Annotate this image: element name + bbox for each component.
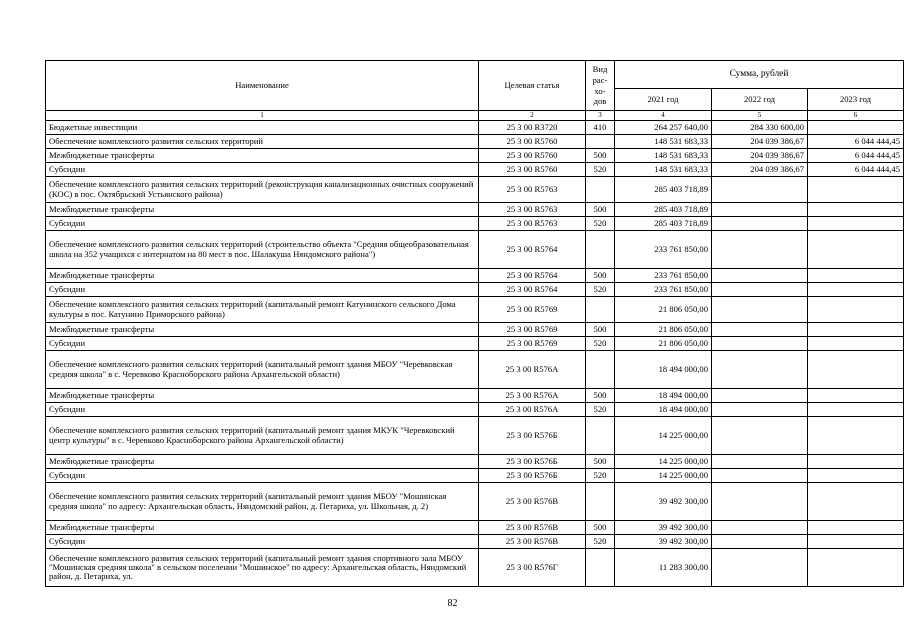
row-amount-2023 (808, 549, 904, 587)
row-name: Обеспечение комплексного развития сельских территорий (реконструкция канализационных очистных сооружений (КОС) в пос. Октябрьский Устьянского района) (46, 177, 479, 203)
table-row (46, 469, 904, 483)
row-expense-type: 500 (586, 521, 615, 535)
column-number-row (46, 111, 904, 121)
row-amount-2022 (712, 283, 808, 297)
row-target-article: 25 3 00 R5763 (479, 203, 586, 217)
row-expense-type (586, 351, 615, 389)
row-target-article: 25 3 00 R3720 (479, 121, 586, 135)
row-name: Субсидии (46, 469, 479, 483)
row-name: Межбюджетные трансферты (46, 389, 479, 403)
row-amount-2023 (808, 351, 904, 389)
header-expense-type-line: хо- (594, 85, 606, 96)
row-amount-2021: 148 531 683,33 (615, 135, 712, 149)
row-amount-2023 (808, 323, 904, 337)
row-amount-2023: 6 044 444,45 (808, 163, 904, 177)
row-amount-2023 (808, 217, 904, 231)
row-amount-2021: 14 225 000,00 (615, 417, 712, 455)
header-name: Наименование (46, 61, 479, 111)
row-amount-2021: 14 225 000,00 (615, 455, 712, 469)
row-amount-2023 (808, 231, 904, 269)
row-expense-type (586, 231, 615, 269)
row-amount-2022 (712, 469, 808, 483)
row-amount-2023 (808, 455, 904, 469)
header-expense-type-line: рас- (592, 74, 608, 85)
table-row (46, 217, 904, 231)
row-target-article: 25 3 00 R5769 (479, 297, 586, 323)
row-expense-type: 500 (586, 323, 615, 337)
row-amount-2023 (808, 483, 904, 521)
row-amount-2021: 233 761 850,00 (615, 283, 712, 297)
row-expense-type (586, 549, 615, 587)
row-expense-type: 520 (586, 403, 615, 417)
row-amount-2022: 284 330 600,00 (712, 121, 808, 135)
row-name: Межбюджетные трансферты (46, 203, 479, 217)
column-number: 4 (615, 111, 712, 121)
column-number: 3 (586, 111, 615, 121)
row-amount-2021: 285 403 718,89 (615, 217, 712, 231)
row-target-article: 25 3 00 R5769 (479, 323, 586, 337)
table-row (46, 389, 904, 403)
row-amount-2021: 21 806 050,00 (615, 297, 712, 323)
row-target-article: 25 3 00 R576А (479, 403, 586, 417)
row-name: Обеспечение комплексного развития сельских территорий (46, 135, 479, 149)
header-year-2021: 2021 год (615, 89, 712, 111)
row-target-article: 25 3 00 R576Г (479, 549, 586, 587)
row-amount-2022 (712, 203, 808, 217)
row-name: Субсидии (46, 163, 479, 177)
row-target-article: 25 3 00 R576В (479, 521, 586, 535)
row-amount-2022 (712, 521, 808, 535)
table-row (46, 283, 904, 297)
row-expense-type: 500 (586, 149, 615, 163)
row-expense-type: 500 (586, 269, 615, 283)
column-number: 6 (808, 111, 904, 121)
row-target-article: 25 3 00 R576А (479, 389, 586, 403)
row-amount-2022 (712, 323, 808, 337)
row-amount-2022 (712, 483, 808, 521)
row-name: Субсидии (46, 283, 479, 297)
row-amount-2022 (712, 231, 808, 269)
row-amount-2023 (808, 203, 904, 217)
row-name: Субсидии (46, 217, 479, 231)
row-amount-2023 (808, 283, 904, 297)
row-target-article: 25 3 00 R576Б (479, 417, 586, 455)
row-amount-2021: 233 761 850,00 (615, 269, 712, 283)
row-expense-type: 520 (586, 469, 615, 483)
row-expense-type (586, 417, 615, 455)
row-name: Обеспечение комплексного развития сельских территорий (капитальный ремонт здания МБОУ "Мошинская средняя школа" по адресу: Архангельская область, Няндомский район, д. Петариха, ул. Школьная, д. 2) (46, 483, 479, 521)
row-name: Субсидии (46, 535, 479, 549)
row-target-article: 25 3 00 R5763 (479, 177, 586, 203)
row-target-article: 25 3 00 R5760 (479, 149, 586, 163)
column-number: 1 (46, 111, 479, 121)
row-amount-2022 (712, 337, 808, 351)
row-target-article: 25 3 00 R576В (479, 535, 586, 549)
row-amount-2022 (712, 351, 808, 389)
header-expense-type-line: Вид (592, 64, 608, 75)
row-amount-2022: 204 039 386,67 (712, 163, 808, 177)
column-number: 5 (712, 111, 808, 121)
table-row (46, 149, 904, 163)
row-target-article: 25 3 00 R5764 (479, 231, 586, 269)
row-expense-type: 520 (586, 283, 615, 297)
row-amount-2022 (712, 403, 808, 417)
row-amount-2021: 21 806 050,00 (615, 323, 712, 337)
row-amount-2023 (808, 469, 904, 483)
table-row (46, 297, 904, 323)
row-amount-2023 (808, 177, 904, 203)
table-row (46, 135, 904, 149)
row-amount-2021: 285 403 718,89 (615, 177, 712, 203)
table-row (46, 417, 904, 455)
row-amount-2022 (712, 549, 808, 587)
table-row (46, 121, 904, 135)
row-name: Субсидии (46, 403, 479, 417)
row-expense-type: 410 (586, 121, 615, 135)
row-expense-type: 500 (586, 203, 615, 217)
row-amount-2021: 18 494 000,00 (615, 389, 712, 403)
row-expense-type (586, 177, 615, 203)
row-target-article: 25 3 00 R5769 (479, 337, 586, 351)
row-expense-type: 500 (586, 389, 615, 403)
row-amount-2021: 264 257 640,00 (615, 121, 712, 135)
row-amount-2023 (808, 521, 904, 535)
header-year-2023: 2023 год (808, 89, 904, 111)
table-row (46, 231, 904, 269)
table-row (46, 521, 904, 535)
row-amount-2022 (712, 269, 808, 283)
row-amount-2021: 21 806 050,00 (615, 337, 712, 351)
row-amount-2021: 18 494 000,00 (615, 403, 712, 417)
table-row (46, 403, 904, 417)
column-number: 2 (479, 111, 586, 121)
row-amount-2022 (712, 455, 808, 469)
row-target-article: 25 3 00 R5764 (479, 283, 586, 297)
row-amount-2023 (808, 269, 904, 283)
row-amount-2022 (712, 389, 808, 403)
table-row (46, 455, 904, 469)
row-amount-2023 (808, 389, 904, 403)
row-amount-2022 (712, 297, 808, 323)
row-amount-2021: 18 494 000,00 (615, 351, 712, 389)
row-amount-2023: 6 044 444,45 (808, 135, 904, 149)
header-sum: Сумма, рублей (615, 61, 904, 89)
row-name: Межбюджетные трансферты (46, 455, 479, 469)
table-row (46, 177, 904, 203)
table-row (46, 483, 904, 521)
row-amount-2021: 39 492 300,00 (615, 535, 712, 549)
table-row (46, 323, 904, 337)
row-expense-type: 520 (586, 163, 615, 177)
row-name: Межбюджетные трансферты (46, 521, 479, 535)
row-amount-2023 (808, 403, 904, 417)
row-amount-2021: 11 283 300,00 (615, 549, 712, 587)
row-amount-2023 (808, 297, 904, 323)
row-amount-2023: 6 044 444,45 (808, 149, 904, 163)
row-name: Межбюджетные трансферты (46, 149, 479, 163)
row-amount-2021: 39 492 300,00 (615, 521, 712, 535)
row-name: Обеспечение комплексного развития сельских территорий (капитальный ремонт Катунинского сельского Дома культуры в пос. Катунино Приморского района) (46, 297, 479, 323)
table-row (46, 351, 904, 389)
table-row (46, 203, 904, 217)
row-expense-type (586, 483, 615, 521)
row-name: Обеспечение комплексного развития сельских территорий (капитальный ремонт здания МКУК "Черевковский центр культуры" в с. Черевково Красноборского района Архангельской области) (46, 417, 479, 455)
row-expense-type: 520 (586, 217, 615, 231)
row-name: Субсидии (46, 337, 479, 351)
table-row (46, 549, 904, 587)
header-year-2022: 2022 год (712, 89, 808, 111)
table-row (46, 163, 904, 177)
row-target-article: 25 3 00 R576Б (479, 455, 586, 469)
row-target-article: 25 3 00 R5760 (479, 163, 586, 177)
row-name: Обеспечение комплексного развития сельских территорий (капитальный ремонт здания МБОУ "Черевковская средняя школа" в с. Черевково Красноборского района Архангельской области) (46, 351, 479, 389)
row-expense-type (586, 297, 615, 323)
row-amount-2022: 204 039 386,67 (712, 149, 808, 163)
row-amount-2021: 233 761 850,00 (615, 231, 712, 269)
row-name: Обеспечение комплексного развития сельских территорий (строительство объекта "Средняя общеобразовательная школа на 352 учащихся с интернатом на 80 мест в пос. Шалакуша Няндомского района") (46, 231, 479, 269)
row-target-article: 25 3 00 R576В (479, 483, 586, 521)
row-amount-2021: 148 531 683,33 (615, 149, 712, 163)
row-amount-2023 (808, 417, 904, 455)
row-name: Межбюджетные трансферты (46, 269, 479, 283)
row-amount-2022 (712, 417, 808, 455)
table-row (46, 269, 904, 283)
row-expense-type: 500 (586, 455, 615, 469)
row-amount-2023 (808, 535, 904, 549)
row-expense-type: 520 (586, 337, 615, 351)
row-amount-2021: 285 403 718,89 (615, 203, 712, 217)
row-expense-type: 520 (586, 535, 615, 549)
row-amount-2022 (712, 177, 808, 203)
row-target-article: 25 3 00 R576Б (479, 469, 586, 483)
header-target-article: Целевая статья (479, 61, 586, 111)
row-name: Бюджетные инвестиции (46, 121, 479, 135)
row-amount-2021: 14 225 000,00 (615, 469, 712, 483)
budget-table (45, 60, 904, 587)
row-amount-2022 (712, 535, 808, 549)
row-amount-2023 (808, 121, 904, 135)
table-row (46, 535, 904, 549)
page-number: 82 (447, 598, 458, 609)
header-expense-type (586, 61, 615, 111)
row-amount-2022: 204 039 386,67 (712, 135, 808, 149)
header-expense-type-line: дов (593, 96, 607, 107)
row-expense-type (586, 135, 615, 149)
row-amount-2021: 39 492 300,00 (615, 483, 712, 521)
row-amount-2021: 148 531 683,33 (615, 163, 712, 177)
row-target-article: 25 3 00 R5760 (479, 135, 586, 149)
header-row (46, 61, 904, 89)
row-target-article: 25 3 00 R5763 (479, 217, 586, 231)
row-name: Обеспечение комплексного развития сельских территорий (капитальный ремонт здания спортивного зала МБОУ "Мошинская средняя школа" в сельском поселении "Мошинское" по адресу: Архангельская область, Няндомский район, д. Петариха, ул. (46, 549, 479, 587)
row-target-article: 25 3 00 R5764 (479, 269, 586, 283)
row-name: Межбюджетные трансферты (46, 323, 479, 337)
row-target-article: 25 3 00 R576А (479, 351, 586, 389)
row-amount-2023 (808, 337, 904, 351)
row-amount-2022 (712, 217, 808, 231)
table-row (46, 337, 904, 351)
